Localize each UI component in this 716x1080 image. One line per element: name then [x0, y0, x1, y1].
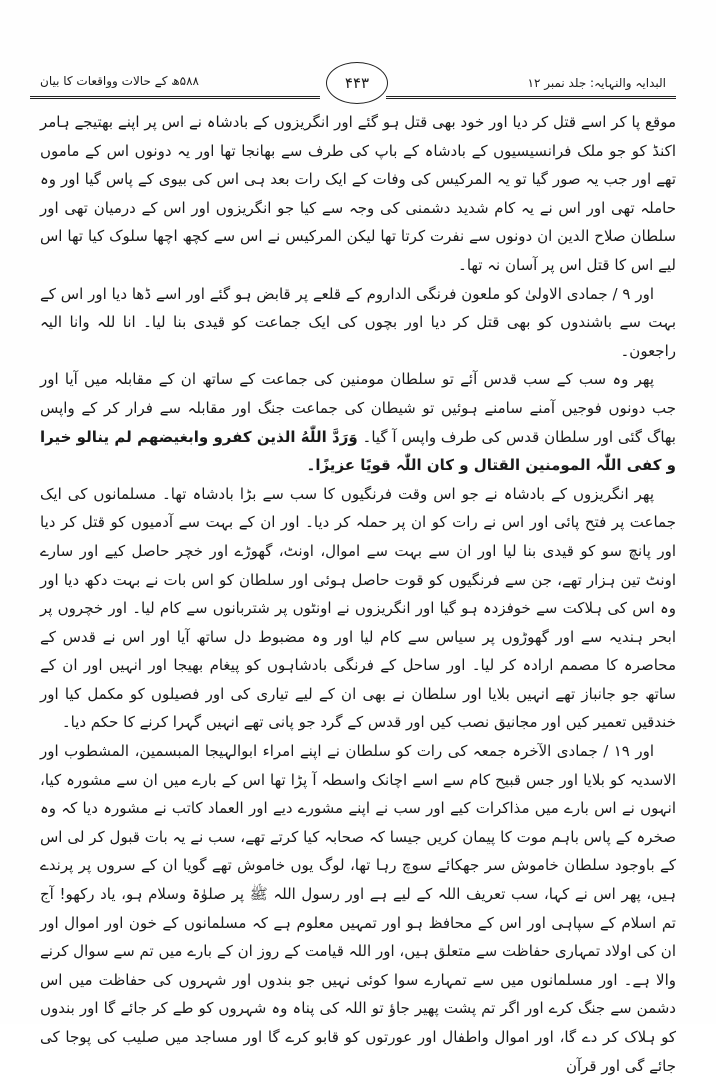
book-title: البدایہ والنہایہ: جلد نمبر ۱۲ [527, 76, 666, 90]
paragraph: اور ۹ / جمادی الاولیٰ کو ملعون فرنگی الداروم کے قلعے پر قابض ہو گئے اور اسے ڈھا دیا اور اس کے بہت سے باشندوں کو بھی قتل کر دیا اور بچوں کی ایک جماعت کو قیدی بنا لیا۔ انا للہ وانا الیہ راجعون۔ [40, 284, 676, 360]
page-number: ۴۴۳ [326, 62, 388, 104]
section-title: ۵۸۸ھ کے حالات وواقعات کا بیان [40, 74, 199, 88]
page-header [30, 62, 676, 102]
quranic-verse: وَرَدَّ اللّٰهُ الذین کفرو وابغیضھم لم ینالو خیرا و کفی اللّٰہ المومنین القتال و کان اللّٰہ قویًا عزیزًا۔ [40, 427, 676, 475]
page-body [40, 108, 676, 1080]
paragraph-text: پھر وہ سب کے سب قدس آئے تو سلطان مومنین کی جماعت کے ساتھ ان کے مقابلہ میں آیا اور جب دونوں فوجیں آمنے سامنے ہوئیں تو شیطان کی جماعت جنگ اور مقابلہ سے فرار کر کے واپس بھاگ گئی اور سلطان قدس کی طرف واپس آ گیا۔ [40, 370, 676, 446]
paragraph: پھر انگریزوں کے بادشاہ نے جو اس وقت فرنگیوں کا سب سے بڑا بادشاہ تھا۔ مسلمانوں کی ایک جماعت پر فتح پائی اور اس نے رات کو ان پر حملہ کر دیا۔ اور ان کے بہت سے آدمیوں کو قتل کر دیا اور پانچ سو کو قیدی بنا لیا اور ان سے بہت سے اموال، اونٹ، گھوڑے اور خچر حاصل کیے اور سارے اونٹ تین ہزار تھے، جن سے فرنگیوں کو قوت حاصل ہوئی اور سلطان کو اس بات نے بہت دکھ دیا اور وہ اس کی ہلاکت سے خوفزدہ ہو گیا اور انگریزوں نے اونٹوں پر شتربانوں سے کام لیا۔ اور خچروں پر ابحر ہندیہ سے اور گھوڑوں پر سیاس سے کام لیا اور وہ مضبوط دل ساتھ آیا اور اس نے قدس کے محاصرہ کا مصمم ارادہ کر لیا۔ اور ساحل کے فرنگی بادشاہوں کو پیغام بھیجا اور انہیں اور ان کے ساتھ جو جانباز تھے انہیں بلایا اور سلطان نے بھی ان کے لیے تیاری کی اور فصیلوں کو مکمل کیا اور خندقیں تعمیر کیں اور مجانیق نصب کیں اور قدس کے گرد جو پانی تھے انہیں گہرا کرنے کا حکم دیا۔ [40, 484, 676, 732]
header-rule-left [30, 96, 320, 99]
paragraph: موقع پا کر اسے قتل کر دیا اور خود بھی قتل ہو گئے اور انگریزوں کے بادشاہ نے اس پر اپنے بھتیجے ہامر اکنڈ کو جو ملک فرانسیسیوں کے بادشاہ کے باپ کی طرف سے بھانجا تھا اور یہ دونوں اس کے ماموں تھے اور جب یہ صور گیا تو یہ المرکیس کی وفات کے ایک رات بعد ہی اس کی بیوی کے پاس گیا اور وہ حاملہ تھی اور اس نے یہ کام شدید دشمنی کی وجہ سے کیا جو انگریزوں اور اس کے درمیان تھی اور سلطان صلاح الدین ان دونوں سے نفرت کرتا تھا لیکن المرکیس نے اس سے کچھ اچھا سلوک کیا تھا اس لیے اس کا قتل اس پر آسان نہ تھا۔ [40, 113, 676, 274]
paragraph [40, 365, 676, 479]
paragraph: اور ۱۹ / جمادی الآخرہ جمعہ کی رات کو سلطان نے اپنے امراء ابوالہیجا المبسمین، المشطوب اور الاسدیہ کو بلایا اور جس قبیح کام سے اسے اچانک واسطہ آ پڑا تھا اس کے بارے میں ان سے مشورہ کیا، انہوں نے اس بارے میں مذاکرات کیے اور سب نے اپنے مشورے دیے اور العماد کاتب نے مشورہ دیا کہ وہ صخرہ کے پاس باہم موت کا پیمان کریں جیسا کہ صحابہ کیا کرتے تھے، سب نے یہ بات قبول کر لی اس کے باوجود سلطان خاموش سر جھکائے سوچ رہا تھا، لوگ یوں خاموش تھے گویا ان کے سروں پر پرندے ہیں، پھر اس نے کہا، سب تعریف اللہ کے لیے ہے اور رسول اللہ ﷺ پر صلوٰۃ وسلام ہو، یاد رکھو! آج تم اسلام کے سپاہی اور اس کے محافظ ہو اور تمہیں معلوم ہے کہ مسلمانوں کے خون اور اموال اور ان کی اولاد تمہاری حفاظت سے متعلق ہیں، اور اللہ قیامت کے روز ان کے بارے میں تم سے سوال کرنے والا ہے۔ اور مسلمانوں میں سے تمہارے سوا کوئی نہیں جو بندوں اور شہروں کی حفاظت میں اس دشمن سے جنگ کرے اور اگر تم پشت پھیر جاؤ تو اللہ کی پناہ وہ شہروں کو طے کر جائے گا اور بندوں کو ہلاک کر دے گا، اور اموال واطفال اور عورتوں کو قابو کرے گا اور مساجد میں صلیب کی پوجا کی جائے گی اور قرآن [40, 742, 676, 1075]
header-rule-right [386, 96, 676, 99]
